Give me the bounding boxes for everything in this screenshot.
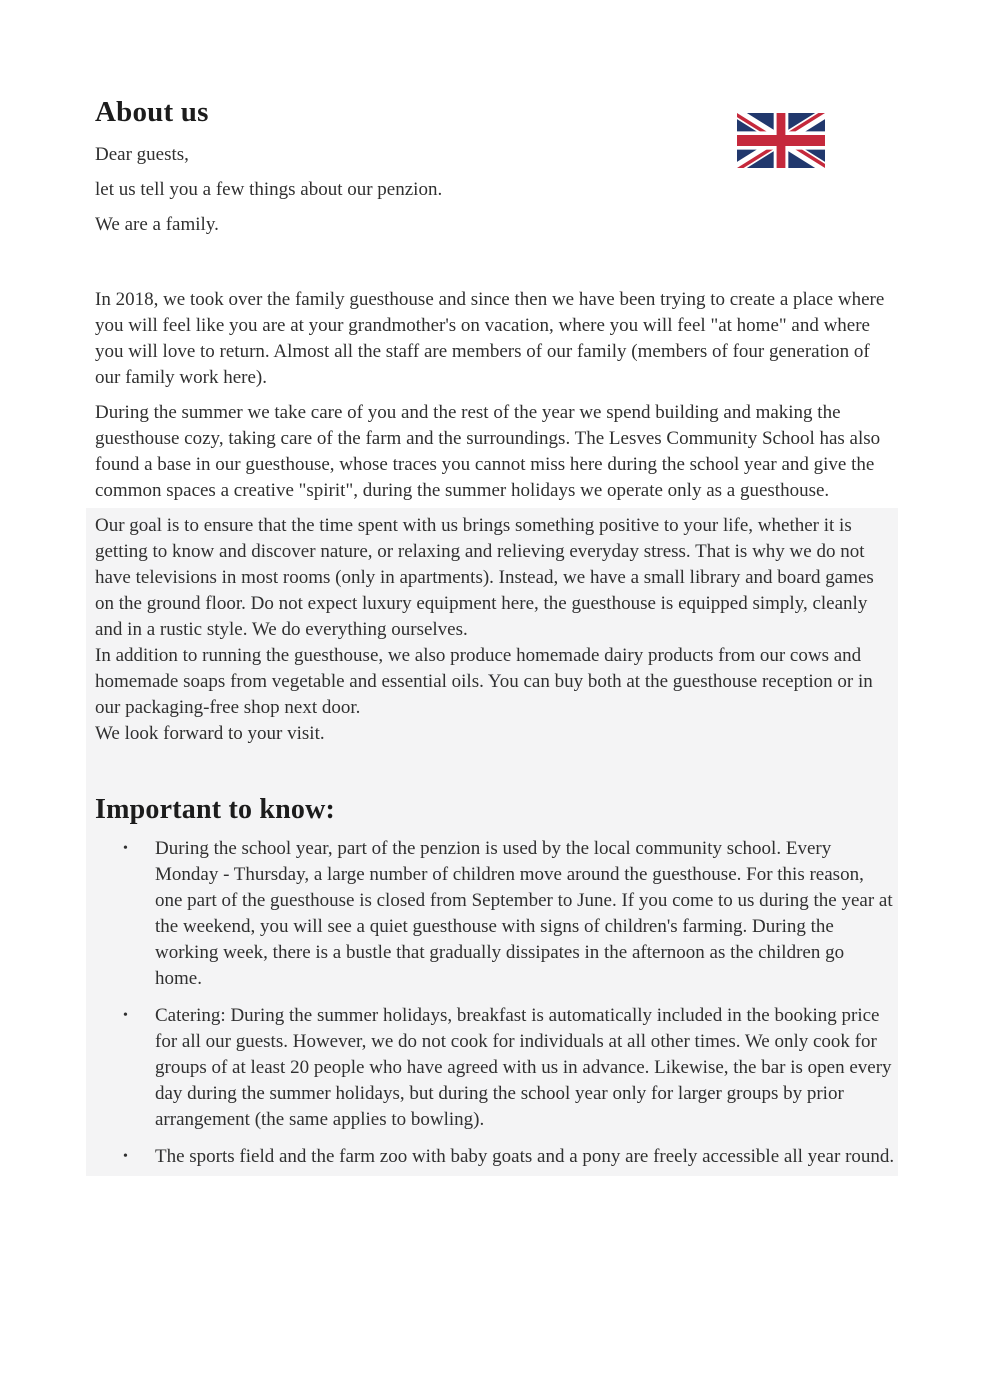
paragraph-seasons: During the summer we take care of you and the rest of the year we spend building and making the guesthouse cozy, taking care of the farm and the surroundings. The Lesves Community School has also found a base in our guesthouse, whose traces you cannot miss here during the school year and give the common spaces a creative "spirit", during the summer holidays we operate only as a guesthouse. [95, 402, 881, 501]
important-list [95, 836, 895, 1170]
page-title: About us [95, 96, 209, 128]
section-title-important: Important to know: [95, 794, 336, 825]
paragraph-closing: We look forward to your visit. [95, 723, 325, 744]
list-item [95, 1144, 895, 1170]
intro-line-3: We are a family. [95, 214, 219, 235]
paragraph-products: In addition to running the guesthouse, we also produce homemade dairy products from our cows and homemade soaps from vegetable and essential oils. You can buy both at the guesthouse reception or in our packaging-free shop next door. [95, 645, 873, 718]
bullet-icon: • [123, 841, 128, 856]
list-item [95, 1003, 895, 1133]
paragraph-goal: Our goal is to ensure that the time spent with us brings something positive to your life, whether it is getting to know and discover nature, or relaxing and relieving everyday stress. That is why we do not have televisions in most rooms (only in apartments). Instead, we have a small library and board games on the ground floor. Do not expect luxury equipment here, the guesthouse is equipped simply, cleanly and in a rustic style. We do everything ourselves. [95, 515, 874, 640]
intro-line-1: Dear guests, [95, 144, 189, 165]
list-item [95, 836, 895, 992]
highlight-section [86, 508, 898, 1176]
bullet-icon: • [123, 1149, 128, 1164]
list-item-text: Catering: During the summer holidays, breakfast is automatically included in the booking price for all our guests. However, we do not cook for individuals at all other times. We only cook for groups of at least 20 people who have agreed with us in advance. Likewise, the bar is open every day during the summer holidays, but during the school year only for larger groups by prior arrangement (the same applies to bowling). [155, 1005, 892, 1130]
paragraph-history: In 2018, we took over the family guesthouse and since then we have been trying to create a place where you will feel like you are at your grandmother's on vacation, where you will feel "at home" and where you will love to return. Almost all the staff are members of our family (members of four generation of our family work here). [95, 289, 885, 388]
document-content [95, 0, 895, 1176]
list-item-text: The sports field and the farm zoo with baby goats and a pony are freely accessible all year round. [155, 1146, 895, 1167]
bullet-icon: • [123, 1008, 128, 1023]
list-item-text: During the school year, part of the penzion is used by the local community school. Every Monday - Thursday, a large number of children move around the guesthouse. For this reason, one part of the guesthouse is closed from September to June. If you come to us during the year at the weekend, you will see a quiet guesthouse with signs of children's farming. During the working week, there is a bustle that gradually dissipates in the afternoon as the children go home. [155, 838, 893, 989]
intro-line-2: let us tell you a few things about our penzion. [95, 179, 443, 200]
